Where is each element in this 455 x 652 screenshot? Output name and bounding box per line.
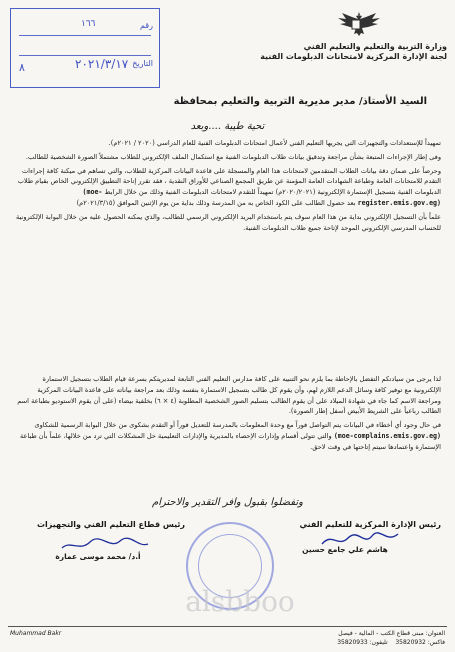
stamp-number: ١٦٦ (81, 19, 96, 29)
stamp-date-label: التاريخ (132, 59, 153, 68)
paragraph-complaints (13, 420, 441, 452)
stamp-divider (19, 55, 151, 56)
signature-right-name: هاشم علي جامع حسين (302, 545, 388, 554)
footer-divider (8, 626, 447, 627)
signature-right-title: رئيس الإدارة المركزية للتعليم الفني (299, 520, 441, 529)
signature-left-name: أ.د/ محمد موسى عمارة (55, 552, 141, 561)
register-link[interactable]: (moe-register.emis.gov.eg) (82, 188, 441, 207)
letter-body (13, 138, 441, 236)
stamp-divider (19, 35, 151, 36)
complains-link[interactable]: (moe-complains.emis.gov.eg) (333, 431, 441, 440)
footer-author: Muhammad Bakr (10, 630, 62, 637)
stamp-date: ٢٠٢١/٣/١٧ (75, 57, 129, 71)
footer-tel: تليفون: 35820933 (337, 639, 388, 646)
paragraph-intro: تمهيداً للإستعدادات والتجهيزات التي يجريها التعليم الفني لأعمال امتحانات الدبلومات الفنية للعام الدراسي (٢٠٢٠ / ٢٠٢١م). (108, 139, 441, 147)
letterhead (247, 42, 447, 62)
eagle-emblem-icon (326, 6, 386, 38)
footer-fax: فاكس: 35820932 (395, 639, 445, 646)
paragraph-instructions: لذا يرجى من سيادتكم التفضل بالإحاطة بما يلزم نحو التنبيه على كافة مدارس التعليم الفني التابعة لمديريتكم بسرعة قيام الطلاب بتسجيل الاستمارة الإلكترونية مع توفير كافة وسائل الدعم اللازم لهم، وأن يقوم كل طالب بتسجيل الاستمارة بنفسه وذلك بعد مراجعة بياناته على قاعدة البيانات المركزية ومراجعة الاسم كما جاء في شهادة الميلاد على أن يقوم الطالب بتسليم الصور الشخصية المطلوبة (٤ × ٦) بخلفية بيضاء (على أن يقوم الاستوديو بطباعة اسم الطالب رباعياً على الشريط الأبيض أسفل إطار الصورة). (17, 375, 441, 416)
closing-line: وتفضلوا بقبول وافر التقدير والاحترام (152, 497, 303, 508)
greeting: تحية طيبة ....وبعد (190, 121, 265, 132)
stamp-number-label: رقم (139, 21, 153, 30)
signature-left-title: رئيس قطاع التعليم الفني والتجهيزات (36, 520, 186, 529)
complaints-text-end: والتي تتولى أقسام وإدارات الإحصاء بالمديرية والإدارات التعليمية حل المشكلات التي ترد من خلالها، علماً بأن طباعة الإستمارة واعتمادها سيتم إتاحتها في وقت لاحق. (19, 431, 441, 451)
watermark: alsbboo (185, 585, 295, 618)
incoming-stamp (10, 8, 160, 88)
addressee: السيد الأستاذ/ مدير مديرية التربية والتعليم بمحافظة (173, 96, 427, 107)
paragraph-registration (13, 166, 441, 209)
paragraph-email: علماً بأن التسجيل الإلكتروني بداية من هذا العام سوف يتم باستخدام البريد الإلكتروني الرسمي للطالب، والذي يمكنه الحصول عليه من خلال البوابة الإلكترونية للحساب المدرسي الإلكتروني الموحد لإتاحة جميع طلاب الدبلومات الفنية. (16, 212, 441, 232)
paragraph-procedures: وفى إطار الإجراءات المتبعة بشأن مراجعة وتدقيق بيانات طلاب الدبلومات الفنية مع استكمال الملف الإلكتروني للطلاب مشتملاً الصورة الشخصية للطالب. (25, 152, 441, 161)
complaints-text: في حال وجود أي أخطاء في البيانات يتم التواصل فوراً مع وحدة المعلومات بالمدرسة للتعديل فوراً أو التقدم بشكوى من خلال البوابة الرسمية للشكاوى (34, 421, 441, 430)
stamp-code: ٨ (19, 61, 25, 74)
footer-contacts (165, 638, 445, 647)
ministry-name: وزارة التربية والتعليم والتعليم الفني (303, 42, 447, 51)
footer-address: العنوان: مبنى قطاع الكتب - المالية - فيصل (338, 630, 445, 637)
letter-body-continued (13, 374, 441, 456)
committee-name: لجنة الإدارة المركزية لامتحانات الدبلومات الفنية (260, 52, 447, 61)
registration-text: وحرصاً على ضمان دقة بيانات الطلاب المتقدمين لامتحانات هذا العام والمسجلة على قاعدة البيانات المركزية للطلاب، والتي تساهم في ميكنة كافة إجراءات التقدم للامتحانات العامة وطباعة الشهادات العامة المؤمنة عن طريق المجمع الصناعي للأوراق النقدية ، فقد تقرر إتاحة التطبيق الإلكتروني الخاص بقيام طلاب الدبلومات الفنية بتسجيل الإستمارة الإلكترونية (٢٠٢٠/٢٠٢١م) تمهيداً للتقدم لامتحانات الدبلومات الفنية وذلك من خلال الرابط (17, 166, 441, 197)
footer-address-block (165, 629, 445, 647)
registration-date-text: بعد حصول الطالب على الكود الخاص به من المدرسة وذلك بداية من يوم الإثنين الموافق (٢٠٢١/٣/١٥م) (76, 198, 356, 207)
